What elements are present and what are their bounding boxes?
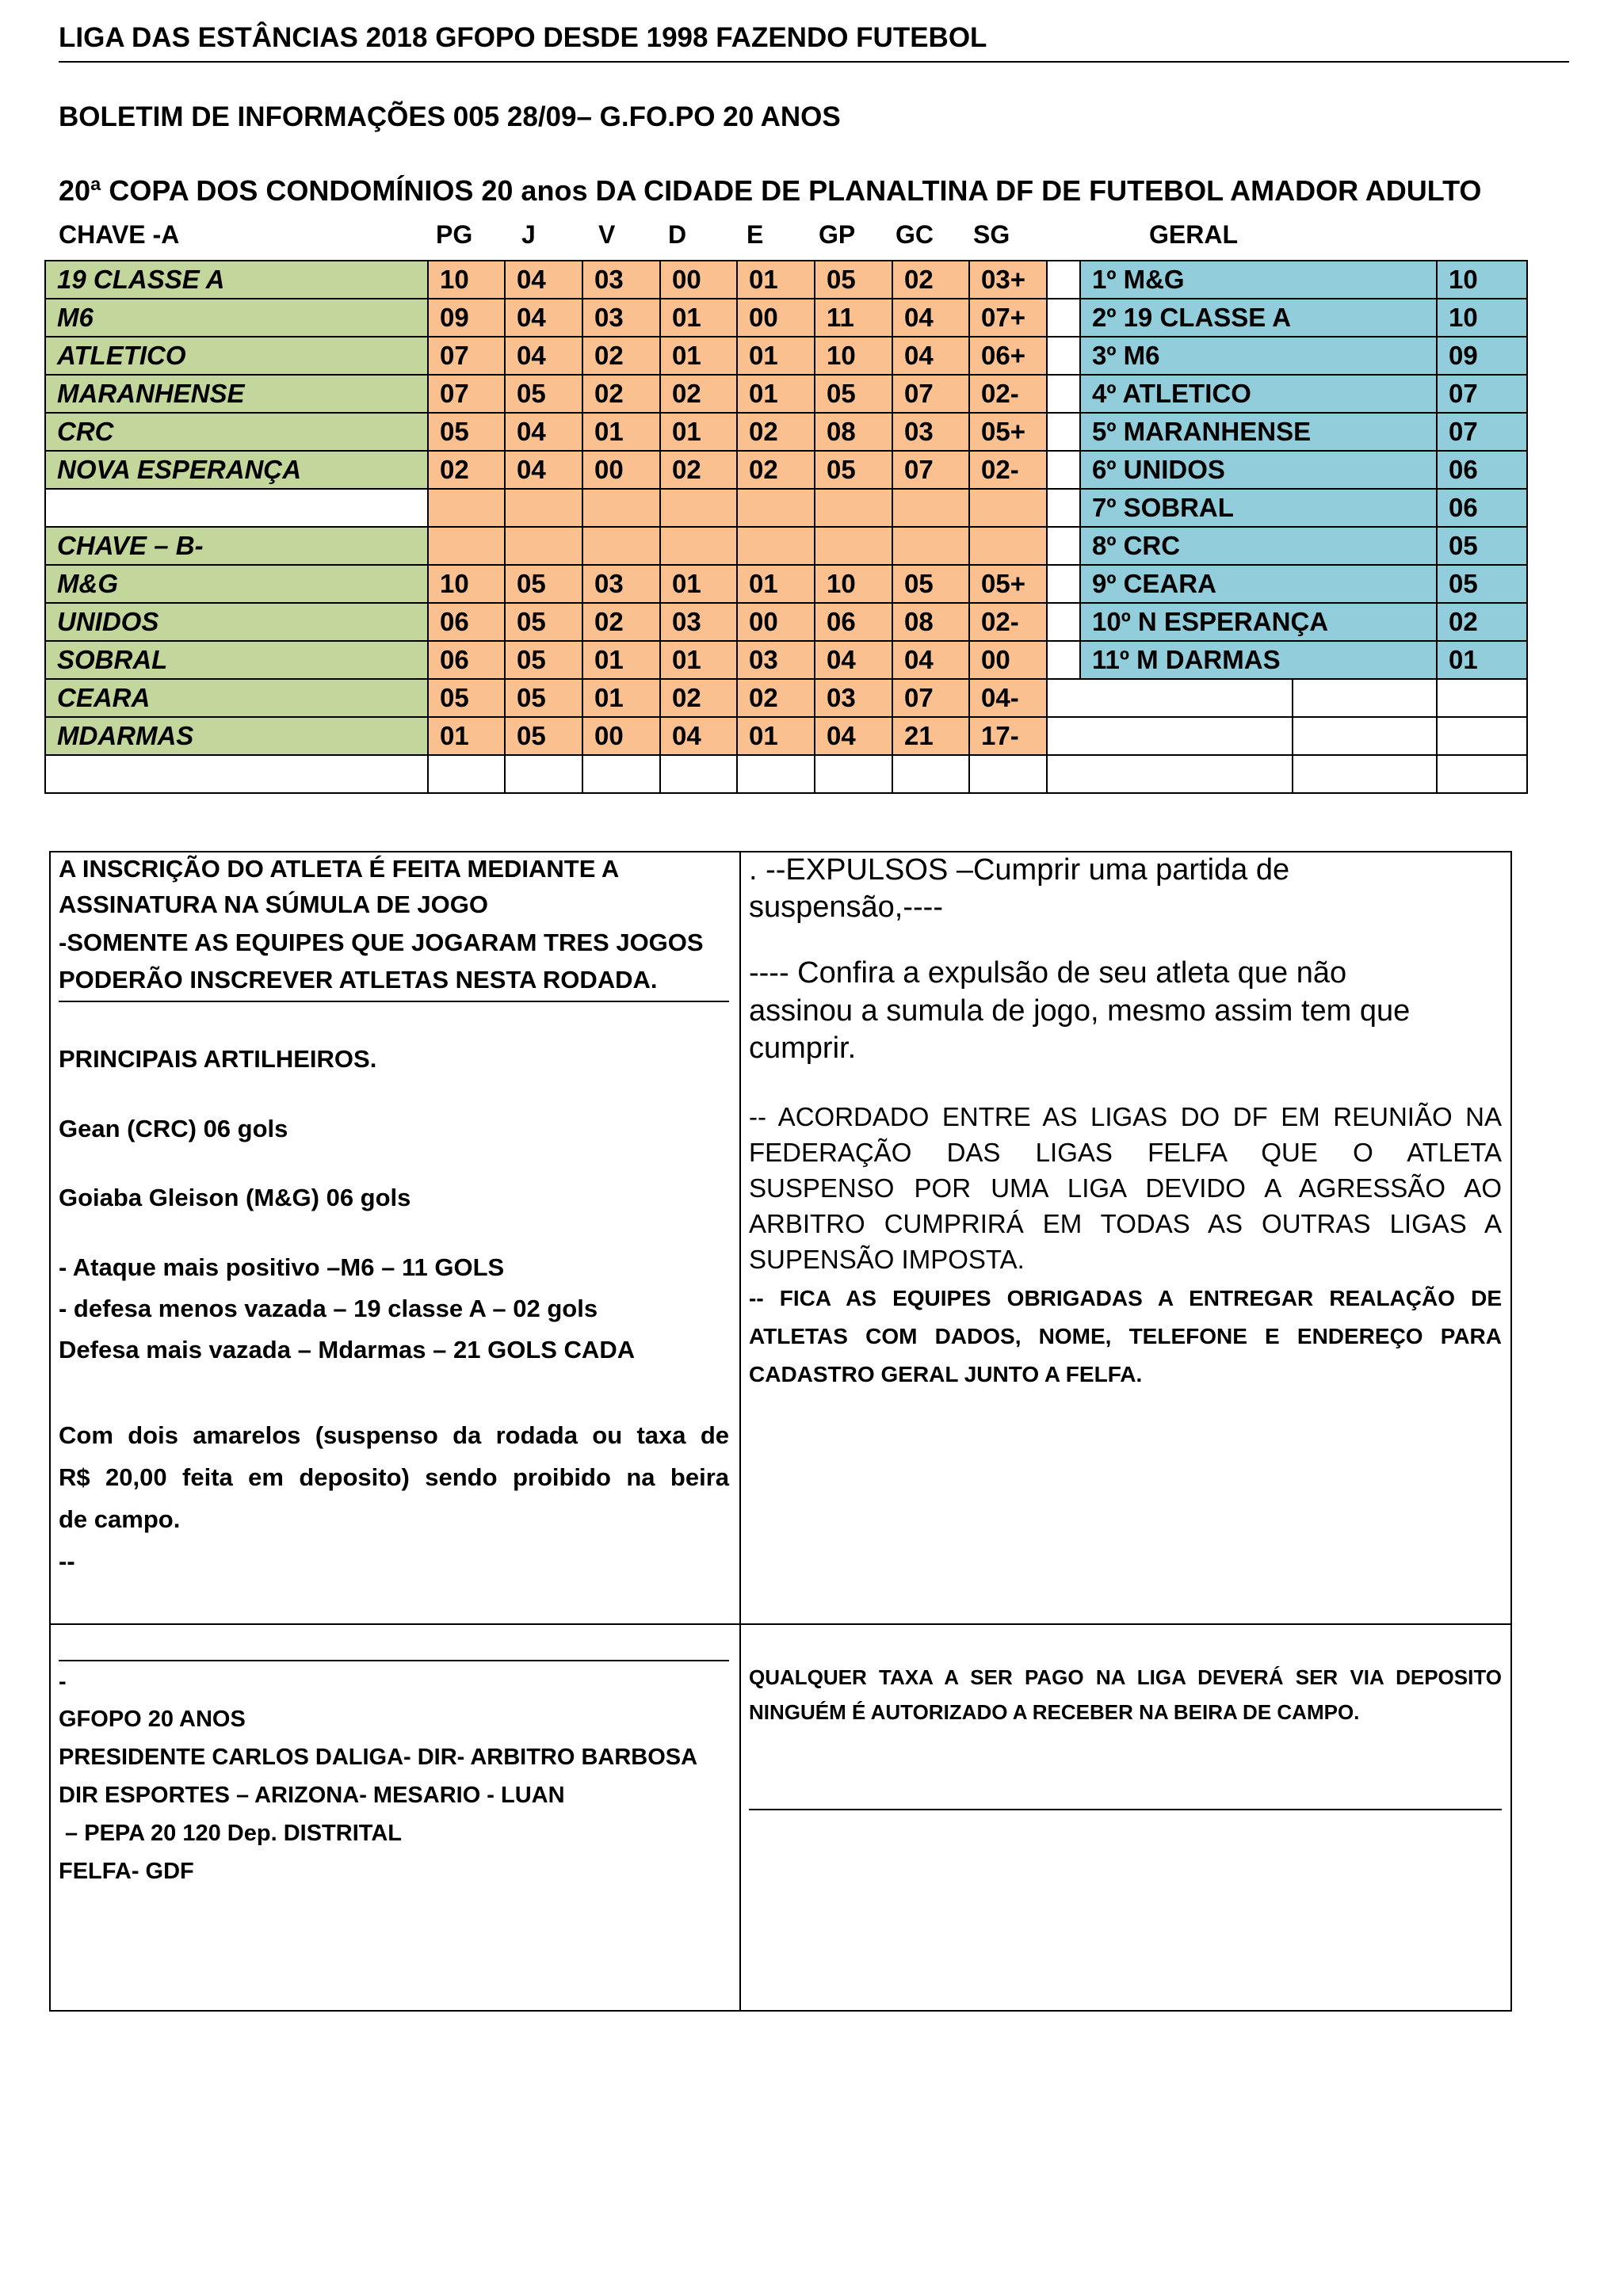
stat-pg: 07 — [428, 337, 505, 375]
inscription-line-2: ASSINATURA NA SÚMULA DE JOGO — [59, 891, 488, 918]
fee-notice-line-1: QUALQUER TAXA A SER PAGO NA LIGA DEVERÁ SER VIA DEPOSITO — [749, 1665, 1502, 1689]
stat-gp: 11 — [815, 299, 892, 337]
empty-cell — [1293, 755, 1437, 793]
stat-v — [582, 755, 660, 793]
footer-felfa: FELFA- GDF — [59, 1859, 194, 1884]
general-points: 05 — [1437, 565, 1527, 603]
general-points: 05 — [1437, 527, 1527, 565]
separator-cell — [1047, 299, 1080, 337]
footer-gfopo: GFOPO 20 ANOS — [59, 1707, 246, 1732]
general-rank: 9º CEARA — [1080, 565, 1437, 603]
stat-e: 01 — [737, 565, 815, 603]
general-rank: 11º M DARMAS — [1080, 641, 1437, 679]
table-row — [45, 337, 1527, 375]
inscription-divider — [59, 1001, 729, 1002]
fee-notice-line-2: NINGUÉM É AUTORIZADO A RECEBER NA BEIRA DE CAMPO. — [749, 1700, 1360, 1724]
yellow-card-line-2: R$ 20,00 feita em deposito) sendo proibido na beira — [59, 1463, 729, 1491]
stat-v: 02 — [582, 603, 660, 641]
stat-gp — [815, 755, 892, 793]
team-name: ATLETICO — [45, 337, 428, 375]
stat-j: 05 — [505, 679, 582, 717]
stat-j: 05 — [505, 603, 582, 641]
stat-attack: - Ataque mais positivo –M6 – 11 GOLS — [59, 1253, 505, 1281]
stat-gp: 05 — [815, 261, 892, 299]
general-points: 02 — [1437, 603, 1527, 641]
stat-gc: 21 — [892, 717, 969, 755]
col-header-d: D — [668, 220, 687, 249]
footer-directors: DIR ESPORTES – ARIZONA- MESARIO - LUAN — [59, 1783, 565, 1808]
table-row — [45, 755, 1527, 793]
stat-pg: 06 — [428, 603, 505, 641]
general-rank: 6º UNIDOS — [1080, 451, 1437, 489]
fica-line-3: CADASTRO GERAL JUNTO A FELFA. — [749, 1362, 1143, 1386]
team-name: 19 CLASSE A — [45, 261, 428, 299]
stat-gc — [892, 489, 969, 527]
stat-e: 02 — [737, 413, 815, 451]
team-name: CRC — [45, 413, 428, 451]
separator-cell — [1047, 413, 1080, 451]
stat-gc — [892, 527, 969, 565]
acordo-line-2: FEDERAÇÃO DAS LIGAS FELFA QUE O ATLETA — [749, 1138, 1502, 1167]
stat-v: 00 — [582, 451, 660, 489]
confira-line-3: cumprir. — [749, 1032, 857, 1065]
table-row — [45, 489, 1527, 527]
stat-d: 04 — [660, 717, 737, 755]
stat-gc: 02 — [892, 261, 969, 299]
stat-e — [737, 489, 815, 527]
stat-d: 02 — [660, 375, 737, 413]
footer-dash: - — [59, 1669, 67, 1695]
stat-pg: 01 — [428, 717, 505, 755]
stat-d: 02 — [660, 451, 737, 489]
general-points: 07 — [1437, 413, 1527, 451]
stat-gp: 10 — [815, 337, 892, 375]
general-points: 10 — [1437, 299, 1527, 337]
stat-pg: 10 — [428, 565, 505, 603]
footer-left-divider — [59, 1660, 729, 1661]
stat-sg: 03+ — [969, 261, 1047, 299]
col-header-v: V — [598, 220, 616, 249]
stat-d: 03 — [660, 603, 737, 641]
competition-title: 20ª COPA DOS CONDOMÍNIOS 20 anos DA CIDADE DE PLANALTINA DF DE FUTEBOL AMADOR ADULTO — [59, 174, 1482, 207]
table-row — [45, 641, 1527, 679]
general-points: 07 — [1437, 375, 1527, 413]
stat-gp: 04 — [815, 717, 892, 755]
stat-gp: 03 — [815, 679, 892, 717]
general-rank: 1º M&G — [1080, 261, 1437, 299]
empty-cell — [1437, 717, 1527, 755]
table-row — [45, 413, 1527, 451]
team-name: M&G — [45, 565, 428, 603]
general-points: 01 — [1437, 641, 1527, 679]
stat-sg: 06+ — [969, 337, 1047, 375]
separator-cell — [1047, 565, 1080, 603]
team-name — [45, 489, 428, 527]
separator-cell — [1047, 527, 1080, 565]
title-underline — [59, 61, 1569, 63]
team-name — [45, 755, 428, 793]
separator-cell — [1047, 375, 1080, 413]
stat-gc: 07 — [892, 451, 969, 489]
stat-d: 02 — [660, 679, 737, 717]
fica-line-2: ATLETAS COM DADOS, NOME, TELEFONE E ENDEREÇO PARA — [749, 1324, 1502, 1348]
stat-e: 00 — [737, 603, 815, 641]
stat-j: 04 — [505, 261, 582, 299]
col-header-gc: GC — [896, 220, 934, 249]
stat-j — [505, 489, 582, 527]
yellow-card-line-1: Com dois amarelos (suspenso da rodada ou taxa de — [59, 1421, 729, 1449]
acordo-line-5: SUPENSÃO IMPOSTA. — [749, 1245, 1025, 1274]
footer-president: PRESIDENTE CARLOS DALIGA- DIR- ARBITRO BARBOSA — [59, 1745, 698, 1770]
stat-defense-best: - defesa menos vazada – 19 classe A – 02 gols — [59, 1295, 598, 1322]
stat-gp: 05 — [815, 375, 892, 413]
general-points: 10 — [1437, 261, 1527, 299]
confira-line-1: ---- Confira a expulsão de seu atleta que não — [749, 956, 1347, 990]
stat-sg — [969, 527, 1047, 565]
stat-v: 03 — [582, 565, 660, 603]
col-header-gp: GP — [819, 220, 856, 249]
stat-sg — [969, 489, 1047, 527]
stat-v: 00 — [582, 717, 660, 755]
team-name: CEARA — [45, 679, 428, 717]
separator-cell — [1047, 451, 1080, 489]
stat-v: 01 — [582, 413, 660, 451]
scorer-2: Goiaba Gleison (M&G) 06 gols — [59, 1184, 411, 1211]
separator-cell — [1047, 641, 1080, 679]
stat-pg: 05 — [428, 413, 505, 451]
expulsos-line-1: . --EXPULSOS –Cumprir uma partida de — [749, 853, 1290, 887]
stat-gp: 05 — [815, 451, 892, 489]
stat-e: 01 — [737, 717, 815, 755]
table-row — [45, 565, 1527, 603]
separator-cell — [1047, 679, 1293, 717]
stat-gc: 04 — [892, 337, 969, 375]
stat-j: 05 — [505, 375, 582, 413]
general-rank: 10º N ESPERANÇA — [1080, 603, 1437, 641]
stat-gc — [892, 755, 969, 793]
table-row — [45, 527, 1527, 565]
stat-sg — [969, 755, 1047, 793]
general-rank: 5º MARANHENSE — [1080, 413, 1437, 451]
table-row — [45, 261, 1527, 299]
stat-v — [582, 489, 660, 527]
stat-sg: 02- — [969, 603, 1047, 641]
stat-pg: 06 — [428, 641, 505, 679]
stat-j: 05 — [505, 717, 582, 755]
stat-gp: 10 — [815, 565, 892, 603]
stat-gp: 06 — [815, 603, 892, 641]
stat-d: 01 — [660, 641, 737, 679]
stat-defense-worst: Defesa mais vazada – Mdarmas – 21 GOLS CADA — [59, 1336, 636, 1363]
stat-gp: 04 — [815, 641, 892, 679]
separator-cell — [1047, 261, 1080, 299]
stat-pg: 09 — [428, 299, 505, 337]
footer-pepa: – PEPA 20 120 Dep. DISTRITAL — [59, 1821, 402, 1846]
col-header-group: CHAVE -A — [59, 220, 180, 249]
team-name: SOBRAL — [45, 641, 428, 679]
acordo-line-3: SUSPENSO POR UMA LIGA DEVIDO A AGRESSÃO AO — [749, 1173, 1502, 1203]
expulsos-line-2: suspensão,---- — [749, 891, 943, 924]
stat-d: 01 — [660, 337, 737, 375]
stat-v: 02 — [582, 337, 660, 375]
footer-right-divider — [749, 1809, 1502, 1810]
stat-d — [660, 755, 737, 793]
table-row — [45, 299, 1527, 337]
team-name: CHAVE – B- — [45, 527, 428, 565]
empty-cell — [1293, 679, 1437, 717]
stat-sg: 02- — [969, 375, 1047, 413]
general-rank: 7º SOBRAL — [1080, 489, 1437, 527]
separator-cell — [1047, 337, 1080, 375]
stat-sg: 17- — [969, 717, 1047, 755]
stat-gc: 07 — [892, 679, 969, 717]
confira-line-2: assinou a sumula de jogo, mesmo assim tem que — [749, 994, 1411, 1028]
empty-cell — [1437, 755, 1527, 793]
table-row — [45, 375, 1527, 413]
col-header-pg: PG — [436, 220, 473, 249]
col-header-j: J — [521, 220, 536, 249]
acordo-line-4: ARBITRO CUMPRIRÁ EM TODAS AS OUTRAS LIGAS A — [749, 1209, 1502, 1238]
stat-pg: 07 — [428, 375, 505, 413]
stat-e: 01 — [737, 261, 815, 299]
stat-e: 00 — [737, 299, 815, 337]
team-name: NOVA ESPERANÇA — [45, 451, 428, 489]
stat-e: 03 — [737, 641, 815, 679]
inscription-line-4: PODERÃO INSCREVER ATLETAS NESTA RODADA. — [59, 966, 658, 994]
table-row — [45, 679, 1527, 717]
col-header-sg: SG — [973, 220, 1010, 249]
stat-j: 05 — [505, 641, 582, 679]
team-name: MDARMAS — [45, 717, 428, 755]
stat-d: 01 — [660, 413, 737, 451]
general-rank: 8º CRC — [1080, 527, 1437, 565]
stat-v: 01 — [582, 641, 660, 679]
empty-cell — [1437, 679, 1527, 717]
stat-pg — [428, 489, 505, 527]
stat-pg — [428, 755, 505, 793]
stat-pg: 02 — [428, 451, 505, 489]
stat-pg: 05 — [428, 679, 505, 717]
stat-gp — [815, 489, 892, 527]
inscription-line-1: A INSCRIÇÃO DO ATLETA É FEITA MEDIANTE A — [59, 855, 620, 883]
stat-sg: 00 — [969, 641, 1047, 679]
stat-pg — [428, 527, 505, 565]
stat-sg: 07+ — [969, 299, 1047, 337]
general-rank: 3º M6 — [1080, 337, 1437, 375]
inscription-line-3: -SOMENTE AS EQUIPES QUE JOGARAM TRES JOGOS — [59, 929, 704, 956]
fica-line-1: -- FICA AS EQUIPES OBRIGADAS A ENTREGAR REALAÇÃO DE — [749, 1286, 1502, 1310]
stat-j: 04 — [505, 413, 582, 451]
stat-d — [660, 527, 737, 565]
general-points: 06 — [1437, 489, 1527, 527]
general-points: 09 — [1437, 337, 1527, 375]
stat-sg: 04- — [969, 679, 1047, 717]
acordo-line-1: -- ACORDADO ENTRE AS LIGAS DO DF EM REUNIÃO NA — [749, 1102, 1502, 1131]
league-title: LIGA DAS ESTÂNCIAS 2018 GFOPO DESDE 1998 FAZENDO FUTEBOL — [59, 22, 987, 53]
stat-gc: 03 — [892, 413, 969, 451]
stat-e: 02 — [737, 679, 815, 717]
stat-v: 01 — [582, 679, 660, 717]
yellow-card-line-4: -- — [59, 1547, 75, 1575]
empty-cell — [1293, 717, 1437, 755]
stat-e: 01 — [737, 375, 815, 413]
general-rank: 2º 19 CLASSE A — [1080, 299, 1437, 337]
stat-d: 01 — [660, 299, 737, 337]
col-header-general: GERAL — [1149, 220, 1238, 249]
stat-v: 03 — [582, 299, 660, 337]
stat-sg: 05+ — [969, 413, 1047, 451]
stat-pg: 10 — [428, 261, 505, 299]
stat-gc: 05 — [892, 565, 969, 603]
stat-gc: 07 — [892, 375, 969, 413]
stat-gc: 04 — [892, 299, 969, 337]
stat-v: 02 — [582, 375, 660, 413]
stat-d: 00 — [660, 261, 737, 299]
stat-j — [505, 527, 582, 565]
table-row — [45, 603, 1527, 641]
stat-d — [660, 489, 737, 527]
stat-gp: 08 — [815, 413, 892, 451]
stat-sg: 05+ — [969, 565, 1047, 603]
stat-sg: 02- — [969, 451, 1047, 489]
scorer-1: Gean (CRC) 06 gols — [59, 1115, 288, 1142]
stat-gc: 08 — [892, 603, 969, 641]
stat-j: 04 — [505, 299, 582, 337]
stat-d: 01 — [660, 565, 737, 603]
stat-j: 05 — [505, 565, 582, 603]
stat-gc: 04 — [892, 641, 969, 679]
table-row — [45, 451, 1527, 489]
stat-e — [737, 755, 815, 793]
stat-e: 02 — [737, 451, 815, 489]
separator-cell — [1047, 603, 1080, 641]
stat-j: 04 — [505, 337, 582, 375]
stat-j — [505, 755, 582, 793]
separator-cell — [1047, 489, 1080, 527]
scorers-title: PRINCIPAIS ARTILHEIROS. — [59, 1045, 377, 1073]
separator-cell — [1047, 717, 1293, 755]
stat-v: 03 — [582, 261, 660, 299]
bulletin-line: BOLETIM DE INFORMAÇÕES 005 28/09– G.FO.PO 20 ANOS — [59, 101, 841, 132]
team-name: M6 — [45, 299, 428, 337]
yellow-card-line-3: de campo. — [59, 1505, 181, 1533]
col-header-e: E — [747, 220, 764, 249]
stat-gp — [815, 527, 892, 565]
stat-e — [737, 527, 815, 565]
stat-v — [582, 527, 660, 565]
stat-j: 04 — [505, 451, 582, 489]
separator-cell — [1047, 755, 1293, 793]
team-name: MARANHENSE — [45, 375, 428, 413]
general-rank: 4º ATLETICO — [1080, 375, 1437, 413]
table-row — [45, 717, 1527, 755]
general-points: 06 — [1437, 451, 1527, 489]
team-name: UNIDOS — [45, 603, 428, 641]
stat-e: 01 — [737, 337, 815, 375]
standings-table — [44, 260, 1528, 794]
